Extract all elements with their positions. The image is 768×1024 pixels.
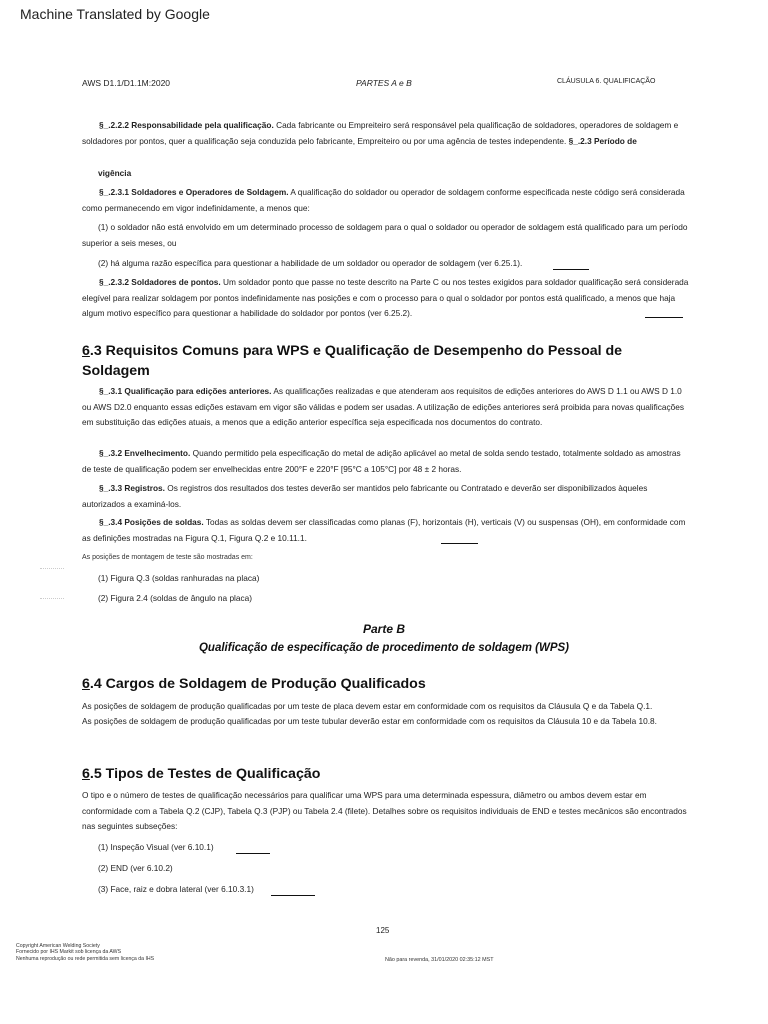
section-3-1-lead: §_.3.1 Qualificação para edições anteriores. xyxy=(99,386,272,396)
margin-mark xyxy=(40,598,64,599)
section-3-3-text: Os registros dos resultados dos testes deverão ser mantidos pelo fabricante ou Contratado e deverão ser disponibilizados àqueles autorizados a examiná-los. xyxy=(82,483,648,509)
section-2-3-2-text: Um soldador ponto que passe no teste descrito na Parte C ou nos testes exigidos para soldador qualificação será considerada elegível para realizar soldagem por pontos indefinidamente nas posições e com o processo para o qual o soldador por pontos está qualificado, a menos que haja algum motivo específico para questionar a habilidade do soldador por pontos (ver 6.25.2). xyxy=(82,277,689,319)
section-2-3-2 xyxy=(82,275,692,322)
section-6-4-para-2: As posições de soldagem de produção qualificadas por um teste tubular deverão estar em conformidade com os requisitos da Cláusula 10 e da Tabela 10.8. xyxy=(82,716,657,726)
section-3-4-text: Todas as soldas devem ser classificadas como planas (F), horizontais (H), verticais (V) ou suspensas (OH), em conformidade com as definições mostradas na Figura Q.1, Figura Q.2 e 10.11.1. xyxy=(82,517,686,543)
header-standard: AWS D1.1/D1.1M:2020 xyxy=(82,78,171,88)
positions-item-2: (2) Figura 2.4 (soldas de ângulo na placa) xyxy=(98,593,253,603)
header-clause: CLÁUSULA 6. QUALIFICAÇÃO xyxy=(557,78,656,85)
section-3-3 xyxy=(82,481,692,512)
footer-copyright xyxy=(16,943,154,962)
section-6-4-para-1: As posições de soldagem de produção qualificadas por um teste de placa devem estar em conformidade com os requisitos da Cláusula Q e da Tabela Q.1. xyxy=(82,701,653,711)
rule-mark xyxy=(441,543,478,544)
section-3-4-lead: §_.3.4 Posições de soldas. xyxy=(99,517,204,527)
rule-mark xyxy=(236,853,270,854)
part-b-title: Parte B xyxy=(362,622,406,636)
footer-line-1: Copyright American Welding Society xyxy=(16,943,100,949)
heading-6-4-number: 6 xyxy=(82,676,90,692)
heading-6-4-title: .4 Cargos de Soldagem de Produção Qualificados xyxy=(89,676,426,692)
section-2-3-heading-cont: vigência xyxy=(98,168,132,178)
footer-line-3: Nenhuma reprodução ou rede permitida sem licença da IHS xyxy=(16,955,155,962)
rule-mark xyxy=(645,317,683,318)
heading-6-4 xyxy=(82,674,682,694)
part-b-subtitle: Qualificação de especificação de procedimento de soldagem (WPS) xyxy=(198,642,570,654)
rule-mark xyxy=(271,895,315,896)
section-2-2-2 xyxy=(82,118,692,149)
section-2-2-2-text: Cada fabricante ou Empreiteiro será responsável pela qualificação de soldadores, operadores de soldagem e soldadores por pontos, quer a qualificação seja conduzida pelo fabricante, Empreiteiro ou por uma agência de testes independente. xyxy=(82,120,679,146)
heading-6-3-number: 6 xyxy=(82,343,90,359)
section-2-3-1-text: A qualificação do soldador ou operador de soldagem conforme especificada neste código será considerada como permanecendo em vigor indefinidamente, a menos que: xyxy=(82,187,685,213)
heading-6-3-title: .3 Requisitos Comuns para WPS e Qualificação de Desempenho do Pessoal de Soldagem xyxy=(82,343,623,379)
section-2-3-2-lead: §_.2.3.2 Soldadores de pontos. xyxy=(99,277,221,287)
section-2-3-heading: §_.2.3 Período de xyxy=(568,135,637,146)
page-number: 125 xyxy=(376,926,390,935)
heading-6-5-title: .5 Tipos de Testes de Qualificação xyxy=(89,766,321,782)
section-3-2-lead: §_.3.2 Envelhecimento. xyxy=(99,448,191,458)
heading-6-5-number: 6 xyxy=(82,766,90,782)
positions-intro: As posições de montagem de teste são mostradas em: xyxy=(82,554,253,561)
section-3-2 xyxy=(82,446,692,477)
rule-mark xyxy=(553,269,589,270)
section-2-3-1-lead: §_.2.3.1 Soldadores e Operadores de Soldagem. xyxy=(99,187,289,197)
section-2-3-1-item-1: (1) o soldador não está envolvido em um determinado processo de soldagem para o qual o soldador ou operador de soldagem está qualificado para um período superior a seis meses, ou xyxy=(82,222,688,248)
heading-6-3 xyxy=(82,341,682,381)
section-3-2-text: Quando permitido pela especificação do metal de adição aplicável ao metal de solda sendo testado, totalmente soldado as amostras de teste de qualificação podem ser envelhecidas entre 200°F e 220°F [95°C a 105°C] por 48 ± 2 horas. xyxy=(82,448,681,474)
margin-mark xyxy=(40,568,64,569)
heading-6-5 xyxy=(82,764,682,784)
section-3-1-text: As qualificações realizadas e que atenderam aos requisitos de edições anteriores do AWS D 1.1 ou AWS D 1.0 ou AWS D2.0 enquanto essas edições estavam em vigor são válidas e podem ser usadas. A utilização de edições anteriores será proibida para novas qualificações em substituição das edições atuais, a menos que a edição anterior específica seja especificada nos documentos do contrato. xyxy=(82,386,685,428)
section-6-5-item-2: (2) END (ver 6.10.2) xyxy=(98,863,173,873)
section-2-3-1-item-2: (2) há alguma razão específica para questionar a habilidade de um soldador ou operador de soldagem (ver 6.25.1). xyxy=(98,258,523,268)
header-parts: PARTES A e B xyxy=(356,78,412,88)
section-3-3-lead: §_.3.3 Registros. xyxy=(99,483,165,493)
section-3-4 xyxy=(82,515,692,546)
section-3-1 xyxy=(82,384,692,431)
machine-translation-banner: Machine Translated by Google xyxy=(20,6,210,22)
section-6-5-para: O tipo e o número de testes de qualificação necessários para qualificar uma WPS para uma determinada espessura, diâmetro ou ambos devem estar em conformidade com a Tabela Q.2 (CJP), Tabela Q.3 (PJP) ou Tabela 2.4 (filete). Detalhes sobre os requisitos individuais de END e testes mecânicos são encontrados nas seguintes subseções: xyxy=(82,790,687,832)
positions-item-1: (1) Figura Q.3 (soldas ranhuradas na placa) xyxy=(98,573,260,583)
footer-line-2: Fornecido por IHS Markit sob licença da AWS xyxy=(16,949,122,956)
section-6-5-item-1: (1) Inspeção Visual (ver 6.10.1) xyxy=(98,842,214,852)
section-2-2-2-lead: §_.2.2.2 Responsabilidade pela qualificação. xyxy=(99,120,274,130)
section-2-3-1 xyxy=(82,185,692,216)
footer-resale-notice: Não para revenda, 31/01/2020 02:35:12 MST xyxy=(385,957,494,963)
section-6-5-item-3: (3) Face, raiz e dobra lateral (ver 6.10.3.1) xyxy=(98,884,254,894)
